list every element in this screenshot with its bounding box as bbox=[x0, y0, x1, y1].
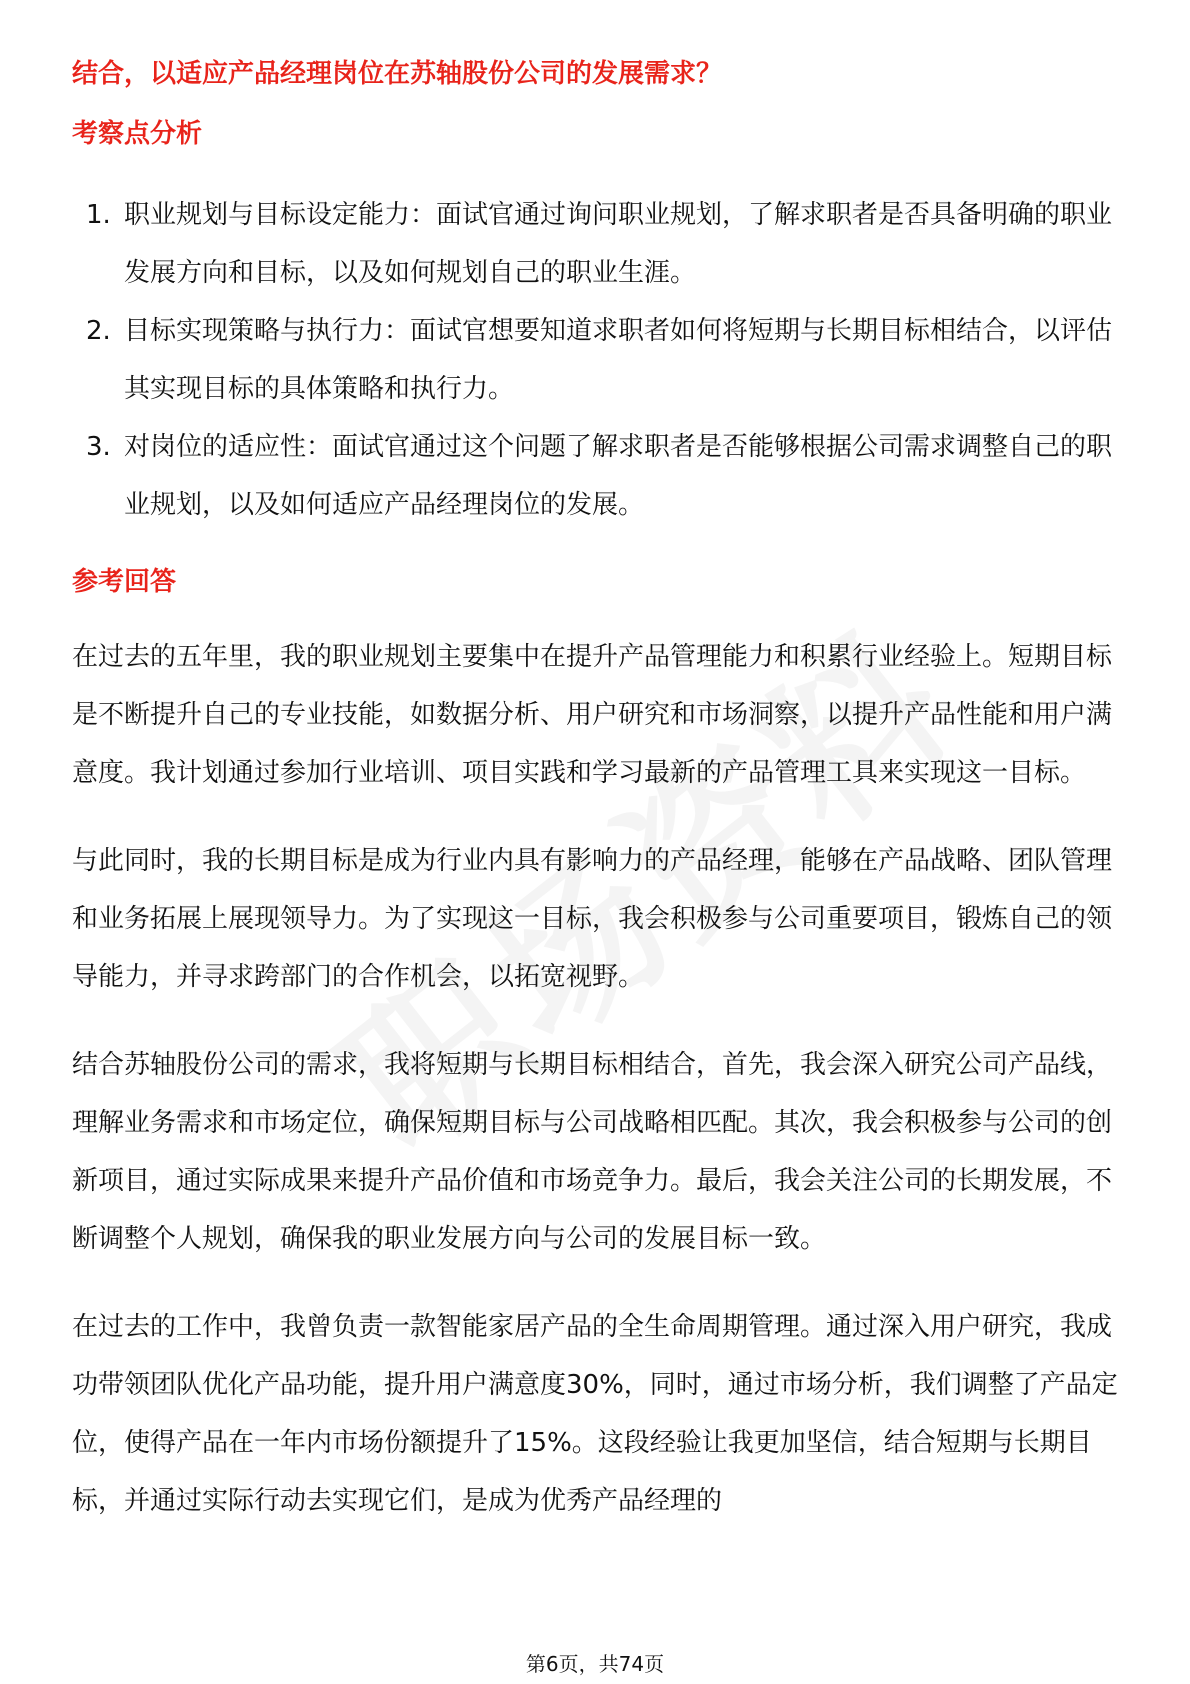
analysis-item-text: 职业规划与目标设定能力：面试官通过询问职业规划，了解求职者是否具备明确的职业发展方向和目标，以及如何规划自己的职业生涯。 bbox=[124, 200, 1113, 288]
analysis-item-number: 2. bbox=[86, 316, 111, 346]
analysis-item bbox=[72, 302, 1120, 418]
analysis-item-number: 1. bbox=[86, 200, 111, 230]
reference-heading: 参考回答 bbox=[72, 567, 177, 597]
analysis-item-number: 3. bbox=[86, 432, 111, 462]
reference-paragraph: 在过去的五年里，我的职业规划主要集中在提升产品管理能力和积累行业经验上。短期目标是不断提升自己的专业技能，如数据分析、用户研究和市场洞察，以提升产品性能和用户满意度。我计划通过参加行业培训、项目实践和学习最新的产品管理工具来实现这一目标。 bbox=[72, 642, 1113, 788]
reference-paragraph: 与此同时，我的长期目标是成为行业内具有影响力的产品经理，能够在产品战略、团队管理和业务拓展上展现领导力。为了实现这一目标，我会积极参与公司重要项目，锻炼自己的领导能力，并寻求跨部门的合作机会，以拓宽视野。 bbox=[72, 846, 1113, 992]
analysis-item-text: 对岗位的适应性：面试官通过这个问题了解求职者是否能够根据公司需求调整自己的职业规划，以及如何适应产品经理岗位的发展。 bbox=[124, 432, 1113, 520]
page-content bbox=[72, 44, 1120, 1530]
page-number: 第6页，共74页 bbox=[525, 1652, 665, 1676]
analysis-heading: 考察点分析 bbox=[72, 119, 203, 149]
analysis-item bbox=[72, 418, 1120, 534]
question-continuation: 结合，以适应产品经理岗位在苏轴股份公司的发展需求？ bbox=[72, 59, 723, 89]
analysis-item bbox=[72, 186, 1120, 302]
analysis-item-text: 目标实现策略与执行力：面试官想要知道求职者如何将短期与长期目标相结合，以评估其实现目标的具体策略和执行力。 bbox=[124, 316, 1113, 404]
analysis-list bbox=[72, 186, 1120, 534]
reference-paragraph: 在过去的工作中，我曾负责一款智能家居产品的全生命周期管理。通过深入用户研究，我成功带领团队优化产品功能，提升用户满意度30%，同时，通过市场分析，我们调整了产品定位，使得产品在一年内市场份额提升了15%。这段经验让我更加坚信，结合短期与长期目标，并通过实际行动去实现它们，是成为优秀产品经理的 bbox=[72, 1312, 1118, 1516]
reference-paragraph: 结合苏轴股份公司的需求，我将短期与长期目标相结合，首先，我会深入研究公司产品线，理解业务需求和市场定位，确保短期目标与公司战略相匹配。其次，我会积极参与公司的创新项目，通过实际成果来提升产品价值和市场竞争力。最后，我会关注公司的长期发展，不断调整个人规划，确保我的职业发展方向与公司的发展目标一致。 bbox=[72, 1050, 1113, 1254]
